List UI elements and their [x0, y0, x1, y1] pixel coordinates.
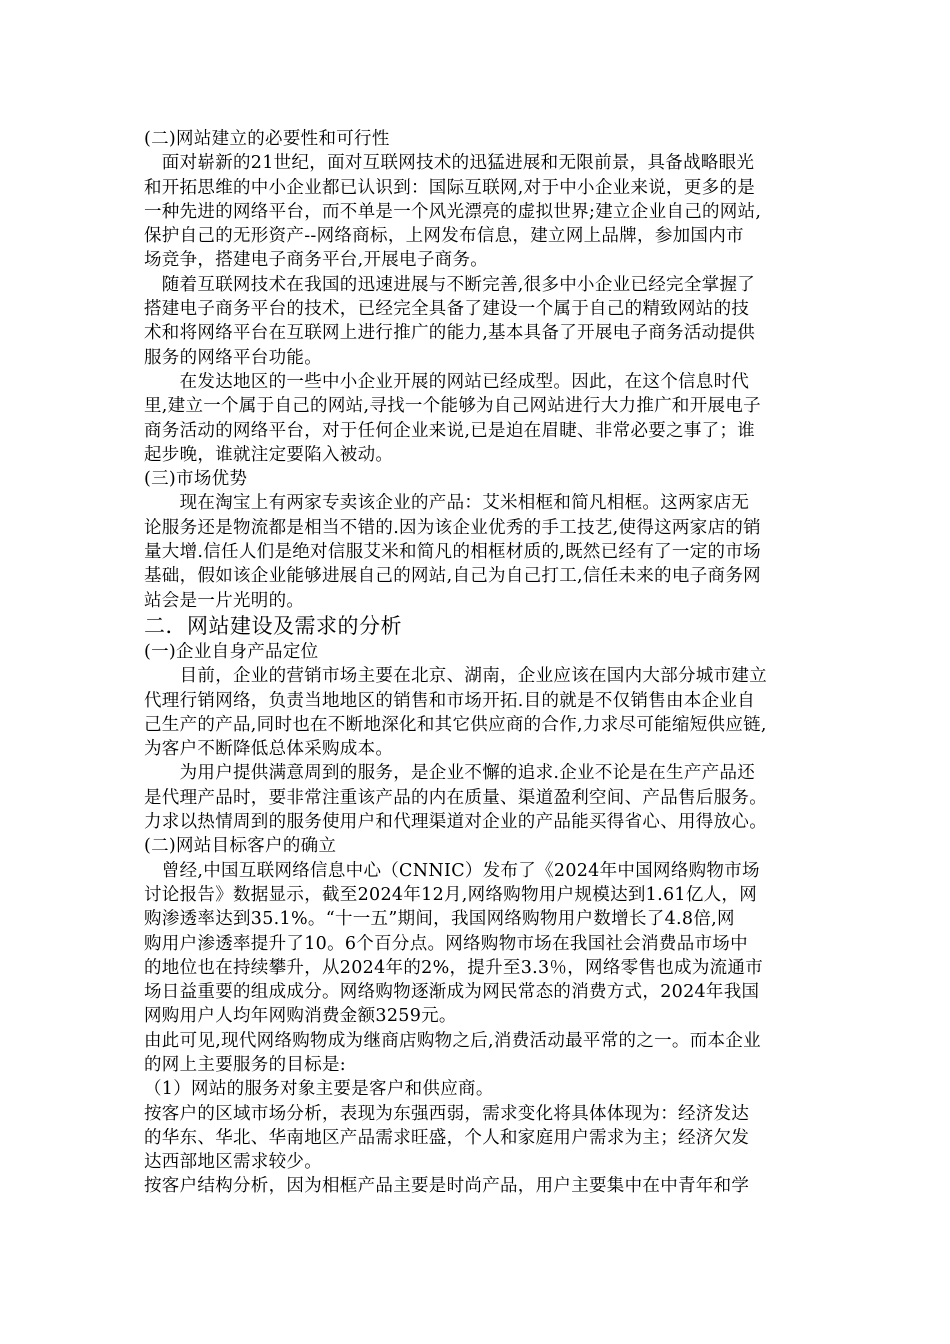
paragraph-line: 论服务还是物流都是相当不错的.因为该企业优秀的手工技艺,使得这两家店的销: [144, 517, 761, 538]
chapter-heading: 二．网站建设及需求的分析: [144, 613, 402, 638]
paragraph-line: 面对崭新的21世纪，面对互联网技术的迅猛进展和无限前景，具备战略眼光: [144, 153, 755, 174]
paragraph-line: 网购用户人均年网购消费金额3259元。: [144, 1006, 457, 1027]
paragraph-line: 的华东、华北、华南地区产品需求旺盛，个人和家庭用户需求为主；经济欠发: [144, 1127, 750, 1148]
paragraph-line: 站会是一片光明的。: [144, 590, 305, 611]
paragraph-line: 力求以热情周到的服务使用户和代理渠道对企业的产品能买得省心、用得放心。: [144, 812, 767, 833]
paragraph-line: 由此可见,现代网络购物成为继商店购物之后,消费活动最平常的之一。而本企业: [144, 1030, 761, 1051]
paragraph-line: 讨论报告》数据显示，截至2024年12月,网络购物用户规模达到1.61亿人，网: [144, 884, 758, 905]
paragraph-line: 量大增.信任人们是绝对信服艾米和简凡的相框材质的,既然已经有了一定的市场: [144, 542, 761, 563]
section-heading: (一)企业自身产品定位: [144, 641, 319, 662]
paragraph-line: 和开拓思维的中小企业都已认识到：国际互联网,对于中小企业来说，更多的是: [144, 177, 756, 198]
paragraph-line: 购渗透率达到35.1%。“十一五”期间，我国网络购物用户数增长了4.8倍,网: [144, 909, 735, 930]
paragraph-line: 的地位也在持续攀升，从2024年的2%，提升至3.3％，网络零售也成为流通市: [144, 957, 764, 978]
paragraph-line: 术和将网络平台在互联网上进行推广的能力,基本具备了开展电子商务活动提供: [144, 323, 756, 344]
paragraph-line: 搭建电子商务平台的技术，已经完全具备了建设一个属于自己的精致网站的技: [144, 299, 750, 320]
paragraph-line: 现在淘宝上有两家专卖该企业的产品：艾米相框和简凡相框。这两家店无: [144, 493, 750, 514]
paragraph-line: 达西部地区需求较少。: [144, 1152, 322, 1173]
list-item: （1）网站的服务对象主要是客户和供应商。: [144, 1079, 494, 1100]
paragraph-line: 的网上主要服务的目标是:: [144, 1054, 346, 1075]
paragraph-line: 按客户结构分析，因为相框产品主要是时尚产品，用户主要集中在中青年和学: [144, 1176, 750, 1197]
paragraph-line: 己生产的产品,同时也在不断地深化和其它供应商的合作,力求尽可能缩短供应链,: [144, 714, 767, 735]
paragraph-line: 代理行销网络，负责当地地区的销售和市场开拓.目的就是不仅销售由本企业自: [144, 690, 756, 711]
paragraph-line: 为用户提供满意周到的服务，是企业不懈的追求.企业不论是在生产产品还: [144, 763, 756, 784]
paragraph-line: 在发达地区的一些中小企业开展的网站已经成型。因此，在这个信息时代: [144, 371, 750, 392]
paragraph-line: 随着互联网技术在我国的迅速进展与不断完善,很多中小企业已经完全掌握了: [144, 274, 756, 295]
paragraph-line: 曾经,中国互联网络信息中心（CNNIC）发布了《2024年中国网络购物市场: [144, 860, 760, 881]
paragraph-line: 基础，假如该企业能够进展自己的网站,自己为自己打工,信任未来的电子商务网: [144, 566, 761, 587]
section-heading: (三)市场优势: [144, 469, 248, 490]
paragraph-line: 购用户渗透率提升了10。6个百分点。网络购物市场在我国社会消费品市场中: [144, 933, 748, 954]
section-heading: (二)网站建立的必要性和可行性: [144, 129, 390, 149]
paragraph-line: 一种先进的网络平台，而不单是一个风光漂亮的虚拟世界;建立企业自己的网站,: [144, 201, 762, 222]
paragraph-line: 起步晚，谁就注定要陷入被动。: [144, 444, 394, 465]
paragraph-line: 服务的网络平台功能。: [144, 347, 322, 368]
paragraph-line: 场竞争，搭建电子商务平台,开展电子商务。: [144, 250, 489, 271]
paragraph-line: 是代理产品时，要非常注重该产品的内在质量、渠道盈利空间、产品售后服务。: [144, 787, 767, 808]
paragraph-line: 为客户不断降低总体采购成本。: [144, 739, 394, 760]
paragraph-line: 场日益重要的组成成分。网络购物逐渐成为网民常态的消费方式，2024年我国: [144, 982, 760, 1003]
section-heading: (二)网站目标客户的确立: [144, 836, 337, 857]
paragraph-line: 保护自己的无形资产--网络商标，上网发布信息，建立网上品牌，参加国内市: [144, 226, 744, 247]
paragraph-line: 里,建立一个属于自己的网站,寻找一个能够为自己网站进行大力推广和开展电子: [144, 396, 761, 417]
paragraph-line: 目前，企业的营销市场主要在北京、湖南，企业应该在国内大部分城市建立: [144, 666, 767, 687]
paragraph-line: 商务活动的网络平台，对于任何企业来说,已是迫在眉睫、非常必要之事了；谁: [144, 420, 756, 441]
document-page: [144, 127, 816, 1199]
paragraph-line: 按客户的区域市场分析，表现为东强西弱，需求变化将具体体现为：经济发达: [144, 1103, 750, 1124]
